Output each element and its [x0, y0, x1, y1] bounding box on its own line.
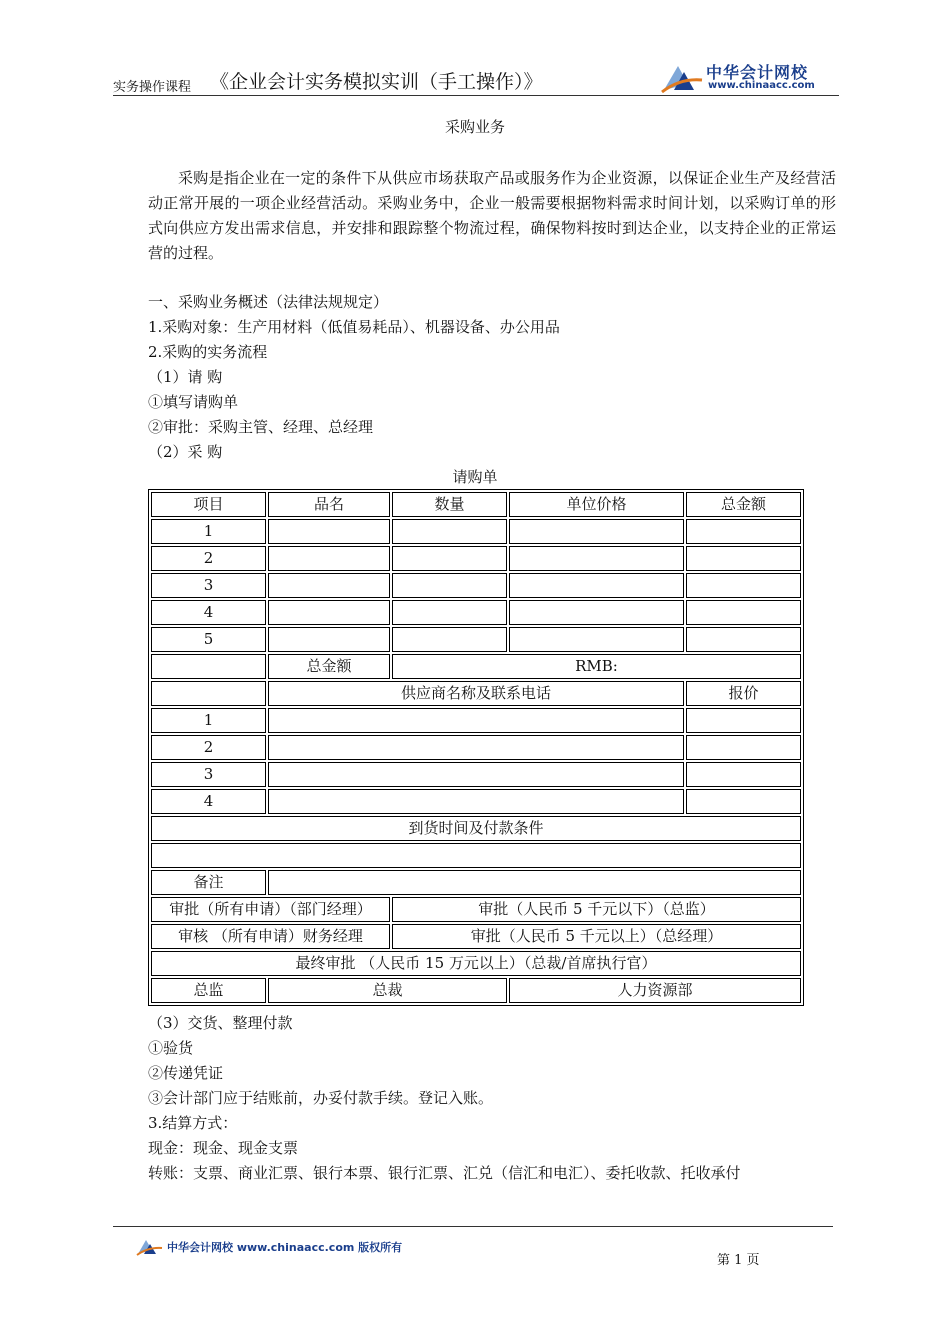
logo-text: 中华会计网校	[706, 63, 809, 82]
logo-url: www.chinaacc.com	[708, 80, 815, 91]
table-row	[151, 546, 801, 571]
quote-cell[interactable]	[686, 789, 801, 814]
unit-price-cell[interactable]	[509, 546, 684, 571]
delivery-value-cell[interactable]	[151, 843, 801, 868]
quantity-cell[interactable]	[392, 573, 507, 598]
supplier-header: 供应商名称及联系电话	[268, 681, 684, 706]
header-cell: 数量	[392, 492, 507, 517]
supplier-header-row	[151, 681, 801, 706]
quantity-cell[interactable]	[392, 519, 507, 544]
text-line: 3.结算方式：	[148, 1114, 238, 1132]
outline-line: （1）请 购	[148, 368, 223, 386]
amount-cell[interactable]	[686, 573, 801, 598]
table-row	[151, 519, 801, 544]
outline-line: ②审批：采购主管、经理、总经理	[148, 418, 374, 436]
item-name-cell[interactable]	[268, 573, 390, 598]
item-number: 1	[151, 519, 266, 544]
outline-line: 2.采购的实务流程	[148, 343, 268, 361]
supplier-number: 2	[151, 735, 266, 760]
outline-line: ①填写请购单	[148, 393, 239, 411]
document-title: 采购业务	[444, 118, 505, 136]
total-value[interactable]: RMB:	[392, 654, 801, 679]
header-title: 《企业会计实务模拟实训（手工操作）》	[210, 71, 543, 93]
sign-director: 总监	[151, 978, 266, 1003]
amount-cell[interactable]	[686, 519, 801, 544]
text-line: （3）交货、整理付款	[148, 1014, 293, 1032]
footer-copyright: 中华会计网校 www.chinaacc.com 版权所有	[167, 1241, 403, 1254]
quantity-cell[interactable]	[392, 600, 507, 625]
table-row	[151, 627, 801, 652]
text-line: 现金：现金、现金支票	[148, 1139, 299, 1157]
quote-cell[interactable]	[686, 735, 801, 760]
supplier-cell[interactable]	[268, 789, 684, 814]
amount-cell[interactable]	[686, 600, 801, 625]
quantity-cell[interactable]	[392, 627, 507, 652]
outline-line: （2）采 购	[148, 443, 223, 461]
item-name-cell[interactable]	[268, 627, 390, 652]
approval-row	[151, 897, 801, 922]
intro-paragraph: 采购是指企业在一定的条件下从供应市场获取产品或服务作为企业资源，以保证企业生产及经营活动正常开展的一项企业经营活动。采购业务中，企业一般需要根据物料需求时间计划，以采购订单的形式向供应方发出需求信息，并安排和跟踪整个物流过程，确保物料按时到达企业，以支持企业的正常运营的过程。	[148, 169, 836, 262]
approval-director: 审批（人民币 5 千元以下）（总监）	[392, 897, 801, 922]
form-title: 请购单	[452, 468, 498, 486]
item-name-cell[interactable]	[268, 546, 390, 571]
item-number: 2	[151, 546, 266, 571]
item-number: 3	[151, 573, 266, 598]
text-line: ③会计部门应于结账前，办妥付款手续。登记入账。	[148, 1089, 494, 1107]
amount-cell[interactable]	[686, 546, 801, 571]
total-label: 总金额	[268, 654, 390, 679]
item-number: 4	[151, 600, 266, 625]
quote-cell[interactable]	[686, 708, 801, 733]
quote-header: 报价	[686, 681, 801, 706]
outline-line: 一、采购业务概述（法律法规规定）	[148, 293, 389, 311]
page-number: 第 1 页	[717, 1253, 760, 1268]
header-cell: 项目	[151, 492, 266, 517]
final-approval-row	[151, 951, 801, 976]
signature-row	[151, 978, 801, 1003]
supplier-row	[151, 708, 801, 733]
text-line: ①验货	[148, 1039, 194, 1057]
unit-price-cell[interactable]	[509, 600, 684, 625]
logo-triangle-icon	[660, 58, 706, 94]
header-cell: 品名	[268, 492, 390, 517]
item-name-cell[interactable]	[268, 519, 390, 544]
remark-row	[151, 870, 801, 895]
supplier-number: 4	[151, 789, 266, 814]
remark-label: 备注	[151, 870, 266, 895]
supplier-row	[151, 735, 801, 760]
approval-row	[151, 924, 801, 949]
amount-cell[interactable]	[686, 627, 801, 652]
sign-president: 总裁	[268, 978, 507, 1003]
text-line: 转账：支票、商业汇票、银行本票、银行汇票、汇兑（信汇和电汇）、委托收款、托收承付	[148, 1164, 741, 1182]
post-table-text	[148, 1011, 741, 1186]
requisition-form-table	[148, 489, 804, 1006]
header-divider	[113, 95, 839, 96]
header-cell: 总金额	[686, 492, 801, 517]
quantity-cell[interactable]	[392, 546, 507, 571]
unit-price-cell[interactable]	[509, 519, 684, 544]
table-row	[151, 573, 801, 598]
table-row	[151, 600, 801, 625]
supplier-cell[interactable]	[268, 708, 684, 733]
table-header-row	[151, 492, 801, 517]
delivery-label: 到货时间及付款条件	[151, 816, 801, 841]
supplier-number: 1	[151, 708, 266, 733]
outline-line: 1.采购对象：生产用材料（低值易耗品）、机器设备、办公用品	[148, 318, 560, 336]
supplier-cell[interactable]	[268, 735, 684, 760]
remark-cell[interactable]	[268, 870, 801, 895]
text-line: ②传递凭证	[148, 1064, 224, 1082]
total-row	[151, 654, 801, 679]
approval-department-manager: 审批（所有申请）（部门经理）	[151, 897, 390, 922]
supplier-row	[151, 789, 801, 814]
footer-logo-icon	[136, 1236, 164, 1256]
item-name-cell[interactable]	[268, 600, 390, 625]
header-course: 实务操作课程	[113, 80, 192, 95]
quote-cell[interactable]	[686, 762, 801, 787]
outline	[148, 290, 560, 465]
approval-general-manager: 审批（人民币 5 千元以上）（总经理）	[392, 924, 801, 949]
item-number: 5	[151, 627, 266, 652]
header-cell: 单位价格	[509, 492, 684, 517]
supplier-number: 3	[151, 762, 266, 787]
supplier-row	[151, 762, 801, 787]
sign-hr: 人力资源部	[509, 978, 801, 1003]
unit-price-cell[interactable]	[509, 627, 684, 652]
empty-cell	[151, 654, 266, 679]
final-approval: 最终审批 （人民币 15 万元以上）（总裁/首席执行官）	[151, 951, 801, 976]
approval-finance-manager: 审核 （所有申请）财务经理	[151, 924, 390, 949]
empty-cell	[151, 681, 266, 706]
footer-divider	[113, 1226, 833, 1227]
unit-price-cell[interactable]	[509, 573, 684, 598]
supplier-cell[interactable]	[268, 762, 684, 787]
delivery-label-row	[151, 816, 801, 841]
delivery-value-row	[151, 843, 801, 868]
